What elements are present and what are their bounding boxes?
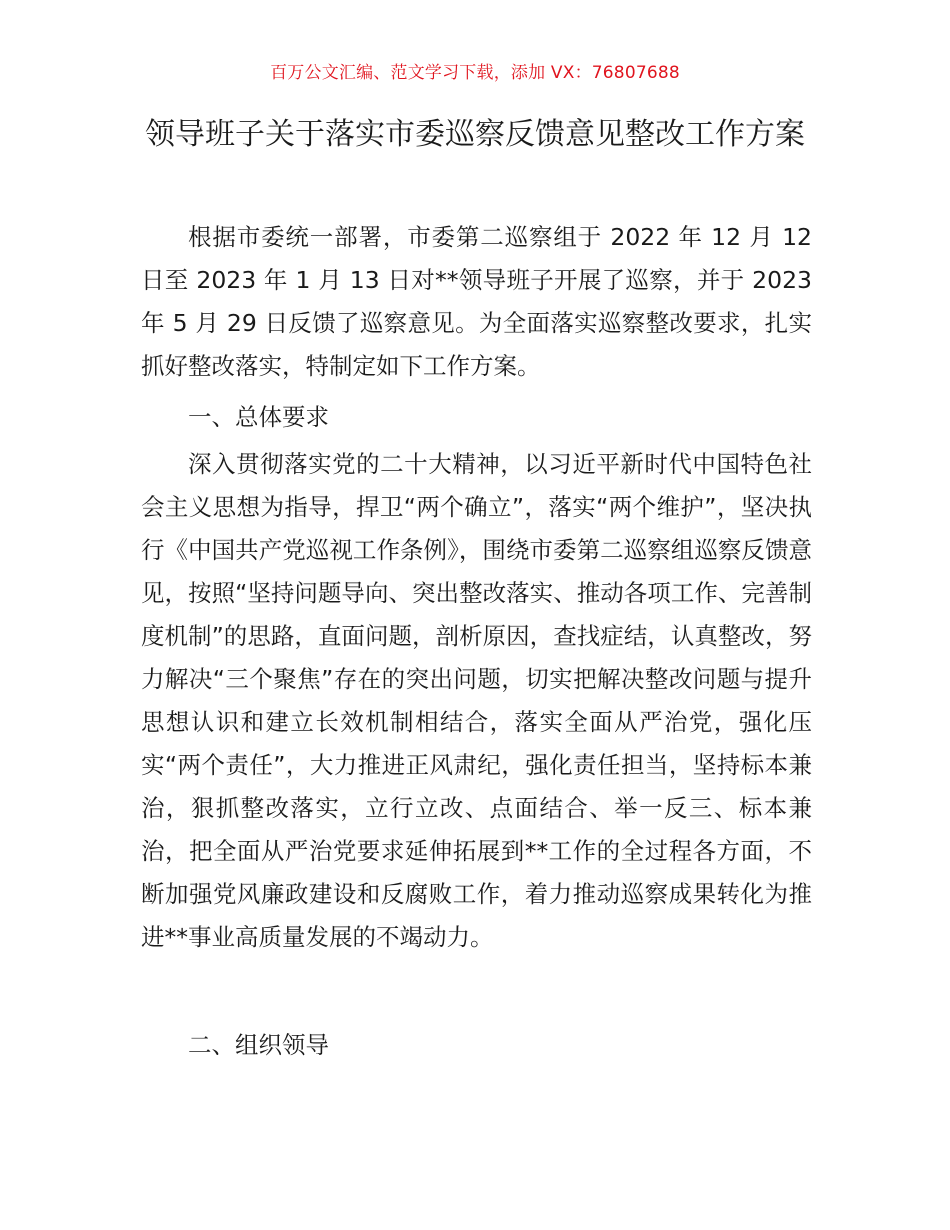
- section-1-heading: 一、总体要求: [188, 403, 329, 431]
- section-1-body-text: 深入贯彻落实党的二十大精神，以习近平新时代中国特色社会主义思想为指导，捍卫“两个确立”，落实“两个维护”，坚决执行《中国共产党巡视工作条例》，围绕市委第二巡察组巡察反馈意见，按照“坚持问题导向、突出整改落实、推动各项工作、完善制度机制”的思路，直面问题，剖析原因，查找症结，认真整改，努力解决“三个聚焦”存在的突出问题，切实把解决整改问题与提升思想认识和建立长效机制相结合，落实全面从严治党，强化压实“两个责任”，大力推进正风肃纪，强化责任担当，坚持标本兼治，狠抓整改落实，立行立改、点面结合、举一反三、标本兼治，把全面从严治党要求延伸拓展到**工作的全过程各方面，不断加强党风廉政建设和反腐败工作，着力推动巡察成果转化为推进**事业高质量发展的不竭动力。: [141, 450, 812, 951]
- header-watermark: 百万公文汇编、范文学习下载，添加 VX：76807688: [270, 63, 680, 83]
- section-2-heading: 二、组织领导: [188, 1031, 329, 1059]
- intro-paragraph: 根据市委统一部署，市委第二巡察组于 2022 年 12 月 12 日至 2023 年 1 月 13 日对**领导班子开展了巡察，并于 2023 年 5 月 29 日反馈了巡察意见。为全面落实巡察整改要求，扎实抓好整改落实，特制定如下工作方案。: [141, 223, 812, 380]
- section-1-body: [141, 425, 812, 959]
- document-title: 领导班子关于落实市委巡察反馈意见整改工作方案: [145, 117, 805, 152]
